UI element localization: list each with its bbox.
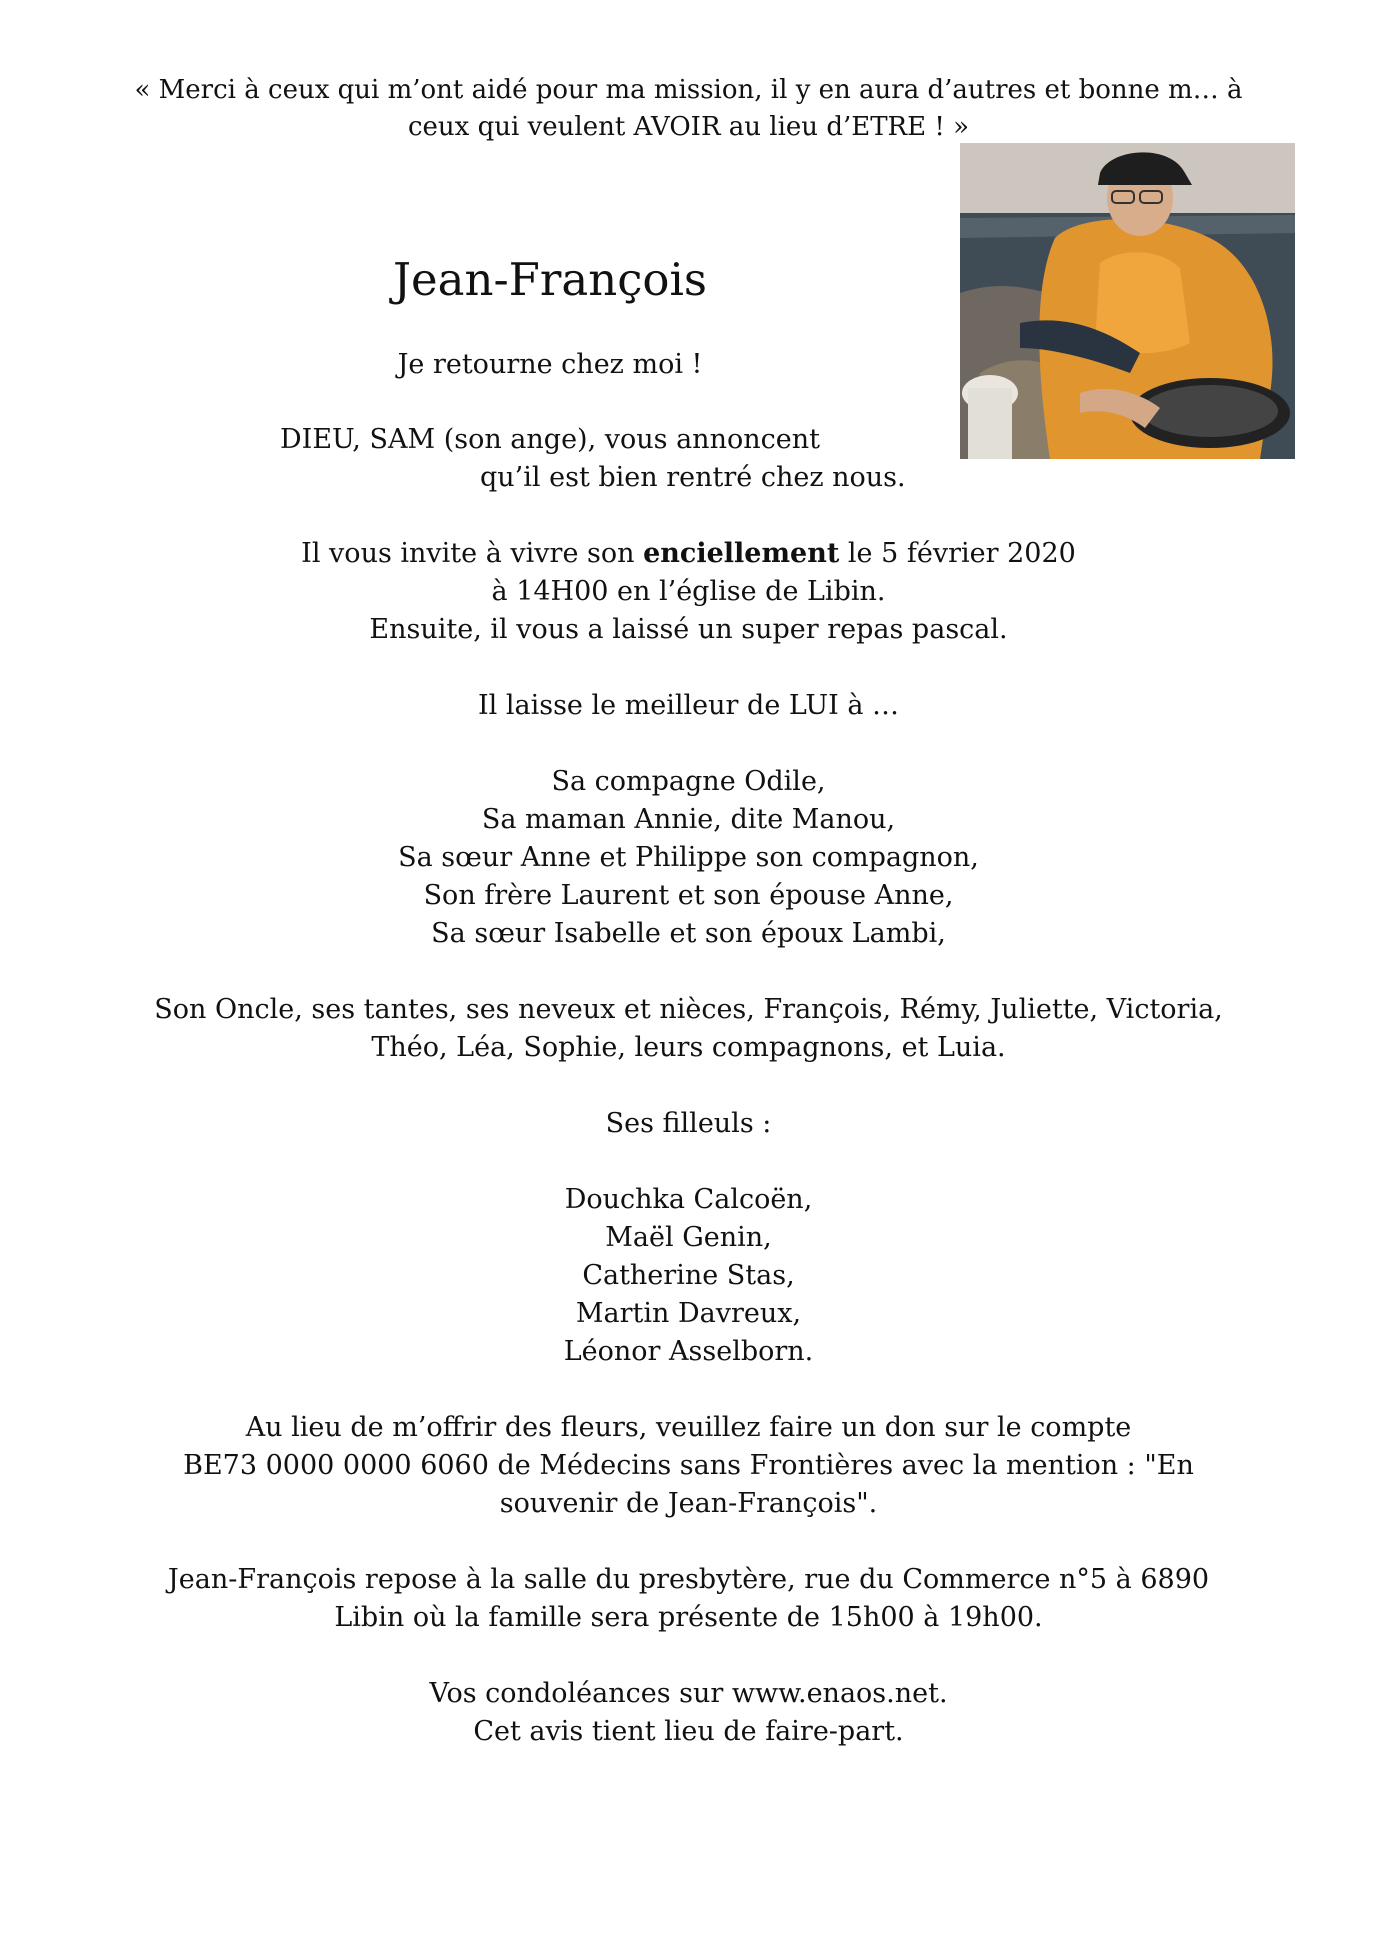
godchild-line: Catherine Stas, [582,1260,795,1291]
closing-line: Cet avis tient lieu de faire-part. [473,1716,904,1747]
invitation-line-1: Il vous invite à vivre son enciellement le 5 février 2020 [301,538,1076,569]
enciellement-word: enciellement [643,538,840,569]
announce-line-1: DIEU, SAM (son ange), vous annoncent [280,424,820,455]
deceased-name: Jean-François [392,253,707,306]
closing-line: Vos condoléances sur www.enaos.net. [429,1678,948,1709]
donation-line: BE73 0000 0000 6060 de Médecins sans Frontières avec la mention : "En [183,1450,1194,1481]
family-line: Sa compagne Odile, [551,766,826,797]
invitation-line-2: à 14H00 en l’église de Libin. [491,576,886,607]
extended-family-line: Son Oncle, ses tantes, ses neveux et nièces, François, Rémy, Juliette, Victoria, [154,994,1223,1025]
family-line: Sa maman Annie, dite Manou, [481,804,896,835]
portrait-photo [960,143,1295,459]
quote-line-2: ceux qui veulent AVOIR au lieu d’ETRE ! » [407,112,969,142]
godchild-line: Martin Davreux, [575,1298,802,1329]
extended-family-line: Théo, Léa, Sophie, leurs compagnons, et Luia. [371,1032,1006,1063]
visitation-line: Jean-François repose à la salle du presbytère, rue du Commerce n°5 à 6890 [167,1564,1210,1595]
godchild-line: Maël Genin, [605,1222,772,1253]
intro-text: Je retourne chez moi ! [397,349,703,380]
invitation-line-3: Ensuite, il vous a laissé un super repas pascal. [369,614,1008,645]
announce-line-2: qu’il est bien rentré chez nous. [480,462,906,493]
family-line: Son frère Laurent et son épouse Anne, [423,880,954,911]
leaves-intro: Il laisse le meilleur de LUI à … [477,690,900,721]
donation-line: Au lieu de m’offrir des fleurs, veuillez faire un don sur le compte [245,1412,1132,1443]
visitation-line: Libin où la famille sera présente de 15h00 à 19h00. [334,1602,1043,1633]
family-line: Sa sœur Anne et Philippe son compagnon, [398,842,979,873]
godchild-line: Léonor Asselborn. [563,1336,814,1367]
quote-line-1: « Merci à ceux qui m’ont aidé pour ma mission, il y en aura d’autres et bonne m… à [134,75,1243,105]
godchildren-label: Ses filleuls : [605,1108,772,1139]
family-line: Sa sœur Isabelle et son époux Lambi, [431,918,946,949]
godchild-line: Douchka Calcoën, [564,1184,813,1215]
donation-line: souvenir de Jean-François". [499,1488,878,1519]
